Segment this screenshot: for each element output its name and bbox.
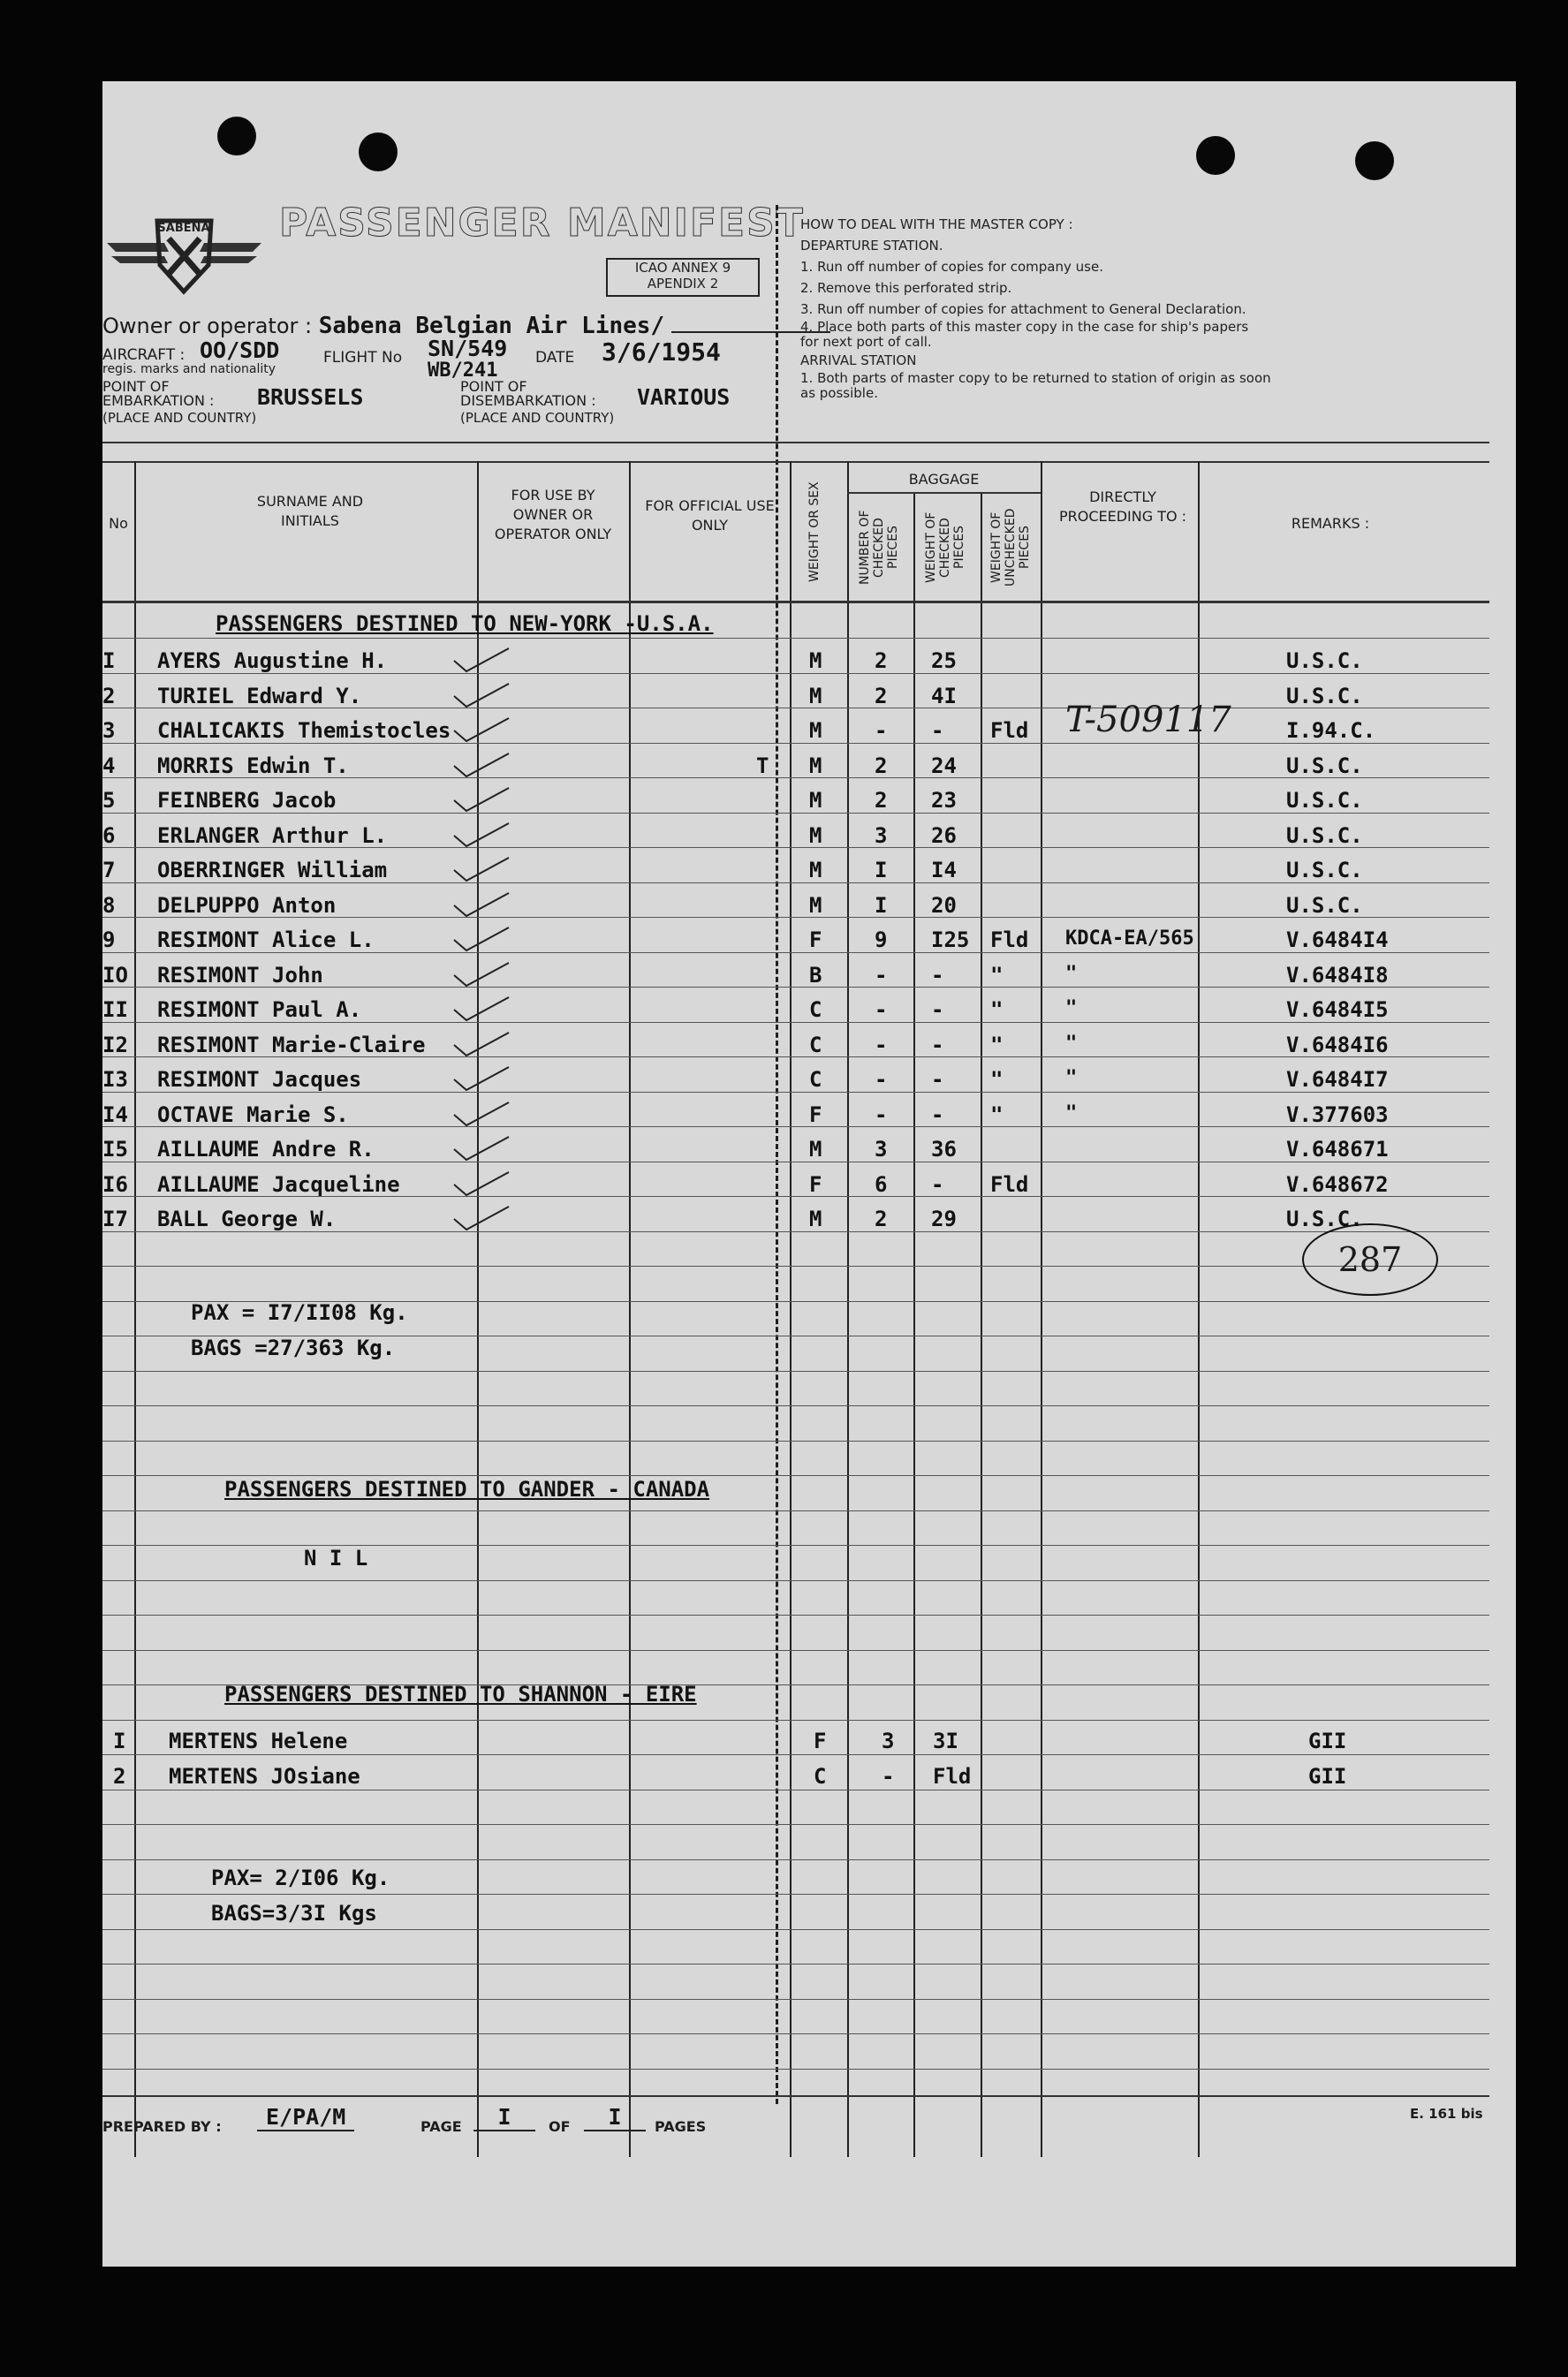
- remarks-value: U.S.C.: [1286, 788, 1363, 813]
- table-row: [102, 1095, 1516, 1130]
- checked-weight: -: [931, 1033, 944, 1057]
- column-header-rule: [102, 601, 1489, 603]
- checked-pieces: -: [882, 1764, 895, 1789]
- passenger-name: OCTAVE Marie S.: [157, 1102, 349, 1127]
- col-header-official-use: FOR OFFICIAL USE ONLY: [645, 497, 775, 534]
- checked-pieces: 6: [875, 1172, 888, 1197]
- passenger-name: RESIMONT John: [157, 963, 323, 988]
- svg-text:SABENA: SABENA: [157, 222, 210, 235]
- rule-line: [102, 2033, 1489, 2034]
- table-row: [102, 711, 1516, 746]
- handwritten-note: T-509117: [1065, 700, 1231, 740]
- master-copy-instructions: HOW TO DEAL WITH THE MASTER COPY : DEPARTURE STATION. 1. Run off number of copies for company use. 2. Remove this perforated strip. 3. Run off number of copies for attachment to General Declaration. 4. Place both parts of this master copy in the case for ship's papers for next port of call. ARRIVAL STATION 1. Both parts of master copy to be returned to station of origin as soon as possible.: [800, 216, 1271, 401]
- remarks-value: U.S.C.: [1286, 823, 1363, 848]
- checked-pieces: -: [875, 963, 888, 988]
- proceeding-to: KDCA-EA/565: [1065, 927, 1194, 950]
- manifest-sheet: [102, 81, 1516, 2267]
- row-number: I6: [102, 1172, 128, 1197]
- rule-line: [102, 1266, 1489, 1267]
- header-rule: [102, 442, 1489, 443]
- footer-rule: [102, 2095, 1489, 2097]
- of-label: OF: [549, 2118, 571, 2135]
- rule-line: [102, 1405, 1489, 1406]
- row-number: I: [102, 648, 116, 673]
- passenger-name: MERTENS JOsiane: [169, 1764, 360, 1789]
- remarks-value: U.S.C.: [1286, 1207, 1363, 1231]
- rule-line: [102, 1859, 1489, 1860]
- passenger-name: TURIEL Edward Y.: [157, 684, 362, 708]
- checked-pieces: 3: [875, 1137, 888, 1162]
- col-header-owner-use: FOR USE BY OWNER OR OPERATOR ONLY: [494, 487, 612, 542]
- checked-pieces: -: [875, 997, 888, 1022]
- row-number: I7: [102, 1207, 128, 1231]
- rule-line: [102, 1999, 1489, 2000]
- col-header-weight-unchecked: WEIGHT OF UNCHECKED PIECES: [989, 508, 1032, 587]
- table-row: [102, 1165, 1516, 1200]
- form-code: E. 161 bis: [1410, 2106, 1483, 2122]
- bags-total-shannon: BAGS=3/3I Kgs: [211, 1901, 377, 1926]
- checked-weight: -: [931, 718, 944, 743]
- checked-pieces: I: [875, 893, 888, 918]
- remarks-value: GII: [1308, 1764, 1347, 1789]
- row-number: 5: [102, 788, 116, 813]
- rule-line: [102, 1475, 1489, 1476]
- passenger-name: AILLAUME Jacqueline: [157, 1172, 400, 1197]
- aircraft-value: OO/SDD: [200, 337, 280, 363]
- sex-value: M: [809, 1137, 822, 1162]
- unchecked-weight: ": [990, 1102, 1004, 1127]
- nil-gander: N I L: [304, 1546, 368, 1571]
- checked-weight: 20: [931, 893, 957, 918]
- pax-total-new-york: PAX = I7/II08 Kg.: [191, 1300, 408, 1325]
- passenger-name: DELPUPPO Anton: [157, 893, 337, 918]
- table-row: [102, 851, 1516, 885]
- prepared-by-value: E/PA/M: [257, 2104, 354, 2131]
- col-header-baggage: BAGGAGE: [908, 471, 980, 488]
- remarks-value: V.6484I7: [1286, 1067, 1389, 1092]
- remarks-value: V.6484I6: [1286, 1033, 1389, 1057]
- checked-pieces: 2: [875, 788, 888, 813]
- proceeding-to: ": [1065, 1067, 1078, 1089]
- col-header-remarks: REMARKS :: [1291, 515, 1370, 532]
- of-value: I: [584, 2104, 646, 2131]
- checked-weight: -: [931, 963, 944, 988]
- remarks-value: V.6484I8: [1286, 963, 1389, 988]
- row-number: 2: [102, 684, 116, 708]
- sex-value: C: [814, 1764, 827, 1789]
- icao-box: ICAO ANNEX 9 APENDIX 2: [606, 258, 760, 297]
- passenger-name: FEINBERG Jacob: [157, 788, 337, 813]
- rule-line: [102, 638, 1489, 639]
- check-mark-icon: [447, 994, 526, 1024]
- checked-pieces: 2: [875, 1207, 888, 1231]
- rule-line: [102, 1580, 1489, 1581]
- date-label: DATE: [535, 349, 575, 367]
- official-mark: T: [756, 753, 769, 778]
- checked-pieces: 3: [875, 823, 888, 848]
- table-row: [102, 677, 1516, 711]
- checked-weight: 36: [931, 1137, 957, 1162]
- checked-weight: -: [931, 1172, 944, 1197]
- check-mark-icon: [447, 715, 526, 745]
- checked-weight: 23: [931, 788, 957, 813]
- punch-hole-icon: [1196, 136, 1235, 175]
- header-rule-2: [102, 461, 1489, 463]
- embark-value: BRUSSELS: [257, 384, 364, 410]
- table-row: [102, 746, 1516, 781]
- punch-hole-icon: [1355, 141, 1394, 180]
- row-number: 6: [102, 823, 116, 848]
- checked-weight: 26: [931, 823, 957, 848]
- rule-line: [102, 1615, 1489, 1616]
- row-number: I: [113, 1729, 126, 1753]
- remarks-value: U.S.C.: [1286, 858, 1363, 882]
- checked-weight: 3I: [933, 1729, 958, 1753]
- aircraft-sub: regis. marks and nationality: [102, 362, 276, 376]
- table-row: [102, 1757, 1516, 1791]
- check-mark-icon: [447, 680, 526, 710]
- checked-weight: Fld: [933, 1764, 972, 1789]
- section-title-gander: PASSENGERS DESTINED TO GANDER - CANADA: [224, 1477, 710, 1502]
- proceeding-to: ": [1065, 963, 1078, 985]
- checked-weight: -: [931, 1067, 944, 1092]
- check-mark-icon: [447, 1099, 526, 1129]
- sex-value: M: [809, 648, 822, 673]
- row-number: I4: [102, 1102, 128, 1127]
- remarks-value: GII: [1308, 1729, 1347, 1753]
- check-mark-icon: [447, 1064, 526, 1094]
- table-row: [102, 1060, 1516, 1094]
- prepared-by-label: PREPARED BY :: [102, 2118, 222, 2135]
- punch-hole-icon: [217, 117, 256, 155]
- col-header-weight-sex: WEIGHT OR SEX: [807, 481, 822, 582]
- rule-line: [102, 1824, 1489, 1825]
- passenger-name: AILLAUME Andre R.: [157, 1137, 375, 1162]
- sex-value: M: [809, 788, 822, 813]
- check-mark-icon: [447, 784, 526, 814]
- table-row: [102, 886, 1516, 920]
- col-header-weight-checked: WEIGHT OF CHECKED PIECES: [924, 511, 966, 584]
- rule-line: [102, 1929, 1489, 1930]
- checked-weight: 4I: [931, 684, 957, 708]
- proceeding-to: ": [1065, 997, 1078, 1019]
- proceeding-to: ": [1065, 1102, 1078, 1124]
- row-number: 2: [113, 1764, 126, 1789]
- sex-value: C: [809, 1033, 822, 1057]
- checked-pieces: 3: [882, 1729, 895, 1753]
- passenger-name: RESIMONT Alice L.: [157, 927, 375, 952]
- remarks-value: V.648671: [1286, 1137, 1389, 1162]
- remarks-value: U.S.C.: [1286, 648, 1363, 673]
- passenger-name: OBERRINGER William: [157, 858, 388, 882]
- row-number: I2: [102, 1033, 128, 1057]
- section-title-shannon: PASSENGERS DESTINED TO SHANNON - EIRE: [224, 1682, 697, 1707]
- rule-line: [102, 1894, 1489, 1895]
- check-mark-icon: [447, 820, 526, 850]
- sex-value: F: [814, 1729, 827, 1753]
- row-number: II: [102, 997, 128, 1022]
- flight-value: SN/549: [428, 336, 508, 361]
- checked-pieces: -: [875, 718, 888, 743]
- passenger-name: MORRIS Edwin T.: [157, 753, 349, 778]
- sex-value: C: [809, 997, 822, 1022]
- row-number: 9: [102, 927, 116, 952]
- check-mark-icon: [447, 959, 526, 989]
- rule-line: [102, 1371, 1489, 1372]
- rule-line: [102, 1510, 1489, 1511]
- unchecked-weight: ": [990, 997, 1004, 1022]
- row-number: 4: [102, 753, 116, 778]
- passenger-name: RESIMONT Marie-Claire: [157, 1033, 426, 1057]
- circled-number: 287: [1302, 1223, 1438, 1296]
- sex-value: B: [809, 963, 822, 988]
- bags-total-new-york: BAGS =27/363 Kg.: [191, 1336, 396, 1360]
- disembark-value: VARIOUS: [637, 384, 731, 410]
- col-header-num-checked: NUMBER OF CHECKED PIECES: [858, 510, 900, 586]
- unchecked-weight: ": [990, 1033, 1004, 1057]
- baggage-rule: [847, 492, 1041, 494]
- col-header-surname: SURNAME AND INITIALS: [256, 493, 364, 529]
- flight-label: FLIGHT No: [323, 349, 403, 367]
- passenger-name: RESIMONT Paul A.: [157, 997, 362, 1022]
- pages-label: PAGES: [655, 2118, 707, 2135]
- remarks-value: U.S.C.: [1286, 684, 1363, 708]
- page-label: PAGE: [420, 2118, 462, 2135]
- table-row: [102, 816, 1516, 851]
- sex-value: M: [809, 823, 822, 848]
- checked-weight: 29: [931, 1207, 957, 1231]
- unchecked-weight: ": [990, 1067, 1004, 1092]
- row-number: I5: [102, 1137, 128, 1162]
- check-mark-icon: [447, 645, 526, 675]
- check-mark-icon: [447, 924, 526, 954]
- table-row: [102, 641, 1516, 676]
- passenger-name: AYERS Augustine H.: [157, 648, 388, 673]
- sex-value: M: [809, 684, 822, 708]
- sex-value: M: [809, 753, 822, 778]
- embark-label: POINT OF EMBARKATION :: [102, 378, 215, 409]
- disembark-sub: (PLACE AND COUNTRY): [460, 410, 615, 426]
- flight-value-2: WB/241: [428, 360, 498, 382]
- sex-value: M: [809, 893, 822, 918]
- row-number: IO: [102, 963, 128, 988]
- checked-pieces: -: [875, 1102, 888, 1127]
- table-row: [102, 1026, 1516, 1060]
- check-mark-icon: [447, 889, 526, 920]
- passenger-name: MERTENS Helene: [169, 1729, 348, 1753]
- remarks-value: U.S.C.: [1286, 753, 1363, 778]
- checked-weight: 24: [931, 753, 957, 778]
- check-mark-icon: [447, 1203, 526, 1233]
- checked-pieces: 2: [875, 684, 888, 708]
- checked-weight: I4: [931, 858, 957, 882]
- date-value: 3/6/1954: [602, 337, 721, 367]
- checked-weight: 25: [931, 648, 957, 673]
- remarks-value: V.377603: [1286, 1102, 1389, 1127]
- page-title: PASSENGER MANIFEST: [279, 201, 805, 246]
- sabena-logo-icon: [102, 203, 266, 300]
- page-value: I: [473, 2104, 535, 2131]
- checked-pieces: 2: [875, 753, 888, 778]
- table-row: [102, 956, 1516, 990]
- check-mark-icon: [447, 1169, 526, 1199]
- unchecked-weight: Fld: [990, 927, 1029, 952]
- passenger-name: CHALICAKIS Themistocles: [157, 718, 451, 743]
- checked-weight: I25: [931, 927, 970, 952]
- table-row: [102, 1722, 1516, 1756]
- pax-total-shannon: PAX= 2/I06 Kg.: [211, 1866, 390, 1890]
- punch-hole-icon: [359, 132, 398, 171]
- table-row: [102, 920, 1516, 955]
- section-title-new-york: PASSENGERS DESTINED TO NEW-YORK -U.S.A.: [216, 611, 714, 636]
- check-mark-icon: [447, 750, 526, 780]
- row-number: 3: [102, 718, 116, 743]
- unchecked-weight: Fld: [990, 718, 1029, 743]
- checked-weight: -: [931, 1102, 944, 1127]
- embark-sub: (PLACE AND COUNTRY): [102, 410, 257, 426]
- owner-line: Owner or operator : Sabena Belgian Air Lines/: [102, 313, 830, 339]
- passenger-name: BALL George W.: [157, 1207, 337, 1231]
- proceeding-to: ": [1065, 1033, 1078, 1055]
- checked-pieces: -: [875, 1033, 888, 1057]
- row-number: 8: [102, 893, 116, 918]
- rule-line: [102, 1720, 1489, 1721]
- sex-value: M: [809, 718, 822, 743]
- unchecked-weight: Fld: [990, 1172, 1029, 1197]
- remarks-value: U.S.C.: [1286, 893, 1363, 918]
- sex-value: F: [809, 927, 822, 952]
- remarks-value: V.648672: [1286, 1172, 1389, 1197]
- remarks-value: V.6484I4: [1286, 927, 1389, 952]
- table-row: [102, 1130, 1516, 1164]
- checked-pieces: -: [875, 1067, 888, 1092]
- aircraft-label: AIRCRAFT :: [102, 346, 186, 364]
- unchecked-weight: ": [990, 963, 1004, 988]
- check-mark-icon: [447, 854, 526, 884]
- col-header-proceeding: DIRECTLY PROCEEDING TO :: [1058, 488, 1187, 525]
- disembark-label: POINT OF DISEMBARKATION :: [460, 378, 596, 409]
- sex-value: M: [809, 858, 822, 882]
- checked-pieces: 9: [875, 927, 888, 952]
- check-mark-icon: [447, 1133, 526, 1163]
- rule-line: [102, 1650, 1489, 1651]
- sex-value: F: [809, 1172, 822, 1197]
- col-header-no: No: [109, 515, 128, 532]
- checked-pieces: I: [875, 858, 888, 882]
- passenger-name: RESIMONT Jacques: [157, 1067, 362, 1092]
- sex-value: M: [809, 1207, 822, 1231]
- sex-value: C: [809, 1067, 822, 1092]
- remarks-value: I.94.C.: [1286, 718, 1376, 743]
- checked-pieces: 2: [875, 648, 888, 673]
- passenger-name: ERLANGER Arthur L.: [157, 823, 388, 848]
- check-mark-icon: [447, 1029, 526, 1059]
- remarks-value: V.6484I5: [1286, 997, 1389, 1022]
- row-number: I3: [102, 1067, 128, 1092]
- rule-line: [102, 2069, 1489, 2070]
- rule-line: [102, 1441, 1489, 1442]
- row-number: 7: [102, 858, 116, 882]
- table-row: [102, 990, 1516, 1025]
- checked-weight: -: [931, 997, 944, 1022]
- sex-value: F: [809, 1102, 822, 1127]
- table-row: [102, 781, 1516, 815]
